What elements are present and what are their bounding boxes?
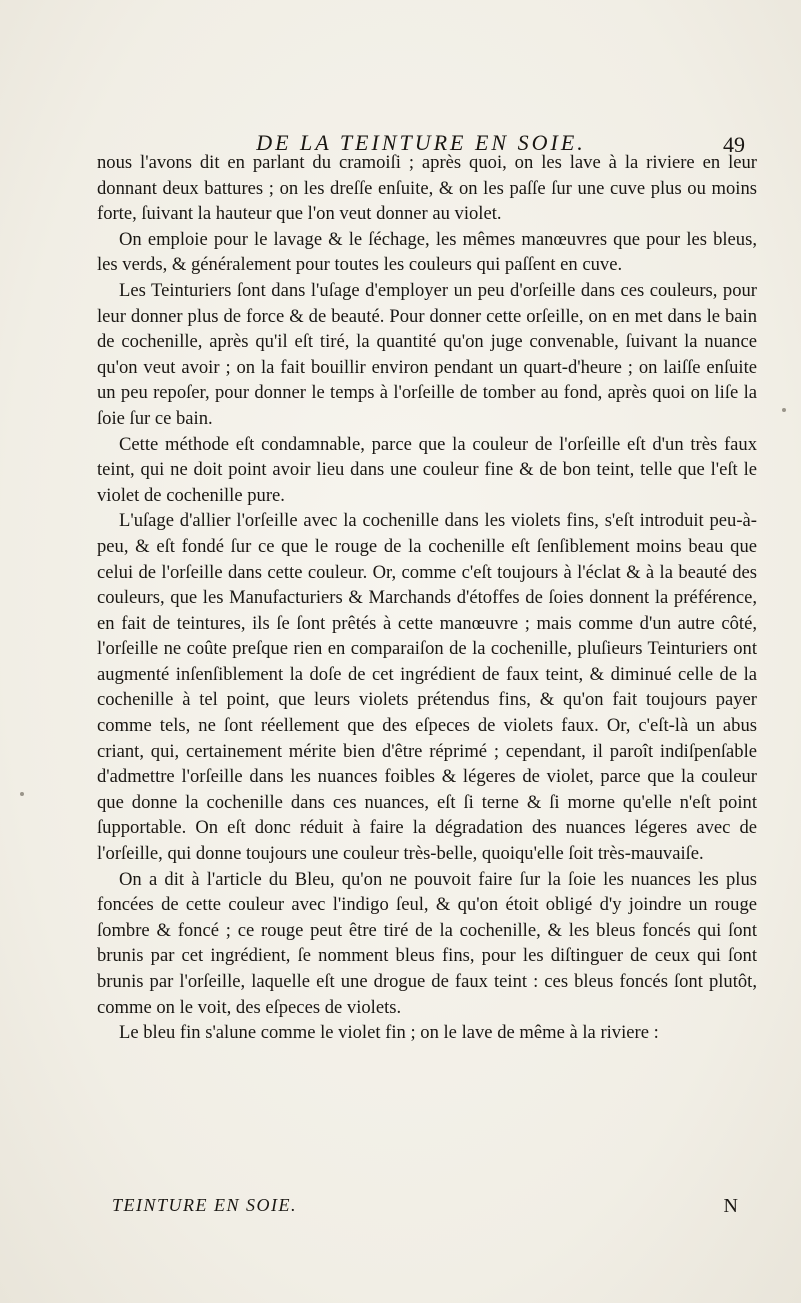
paragraph-6: On a dit à l'article du Bleu, qu'on ne pouvoit faire ſur la ſoie les nuances les plus foncées de cette couleur avec l'indigo ſeul, & qu'on étoit obligé d'y joindre un rouge ſombre & foncé ; ce rouge peut être tiré de la cochenille, & les bleus foncés qui ſont brunis par cet ingrédient, ſe nomment bleus fins, pour les diſtinguer de ceux qui ſont brunis par l'orſeille, laquelle eſt une drogue de faux teint : ces bleus foncés ſont plutôt, comme on le voit, des eſpeces de violets. — [97, 868, 757, 1018]
paper-speck — [20, 792, 24, 796]
paragraph-7: Le bleu fin s'alune comme le violet fin ; on le lave de même à la riviere : — [119, 1022, 659, 1044]
footer-book-title: TEINTURE EN SOIE. — [112, 1195, 297, 1215]
running-title: DE LA TEINTURE EN SOIE. — [256, 130, 586, 155]
paragraph-5: L'uſage d'allier l'orſeille avec la cochenille dans les violets fins, s'eſt introduit peu-à-peu, & eſt fondé ſur ce que le rouge de la cochenille eſt ſenſiblement moins beau que celui de l'orſeille dans cette couleur. Or, comme c'eſt toujours à l'éclat & à la beauté des couleurs, que les Manufacturiers & Marchands d'étoffes de ſoies donnent la préférence, en fait de teintures, ils ſe ſont prêtés à cette manœuvre ; mais comme d'un autre côté, l'orſeille ne coûte preſque rien en comparaiſon de la cochenille, pluſieurs Teinturiers ont augmenté inſenſiblement la doſe de cet ingrédient de faux teint, & diminué celle de la cochenille à tel point, que leurs violets prétendus fins, & qu'on fait toujours payer comme tels, ne ſont réellement que des eſpeces de violets faux. Or, c'eſt-là un abus criant, qui, certainement mérite bien d'être réprimé ; cependant, il paroît indiſpenſable d'admettre l'orſeille dans les nuances foibles & légeres de violet, parce que la couleur que donne la cochenille dans ces nuances, eſt ſi terne & ſi morne qu'elle n'eſt point ſupportable. On eſt donc réduit à faire la dégradation des nuances légeres avec de l'orſeille, qui donne toujours une couleur très-belle, quoiqu'elle ſoit très-mauvaiſe. — [97, 510, 757, 865]
page-footer — [112, 1195, 738, 1221]
paragraph-2: On emploie pour le lavage & le ſéchage, les mêmes manœuvres que pour les bleus, les verds, & généralement pour toutes les couleurs qui paſſent en cuve. — [97, 228, 757, 276]
paragraph-1: nous l'avons dit en parlant du cramoiſi ; après quoi, on les lave à la riviere en leur donnant deux battures ; on les dreſſe enſuite, & on les paſſe ſur une cuve plus ou moins forte, ſuivant la hauteur que l'on veut donner au violet. — [97, 152, 757, 225]
page-number: 49 — [723, 132, 745, 157]
paper-speck — [782, 408, 786, 412]
paragraph-3: Les Teinturiers ſont dans l'uſage d'employer un peu d'orſeille dans ces couleurs, pour leur donner plus de force & de beauté. Pour donner cette orſeille, on en met dans le bain de cochenille, après qu'il eſt tiré, la quantité qu'on juge convenable, ſuivant la nuance qu'on veut avoir ; on la fait bouillir environ pendant un quart-d'heure ; on laiſſe enſuite un peu repoſer, pour donner le temps à l'orſeille de tomber au fond, après quoi on liſe la ſoie ſur ce bain. — [97, 279, 757, 429]
paragraph-4: Cette méthode eſt condamnable, parce que la couleur de l'orſeille eſt d'un très faux teint, qui ne doit point avoir lieu dans une couleur fine & de bon teint, telle que l'eſt le violet de cochenille pure. — [97, 433, 757, 506]
signature-mark: N — [723, 1195, 738, 1217]
body-text — [97, 150, 757, 1046]
